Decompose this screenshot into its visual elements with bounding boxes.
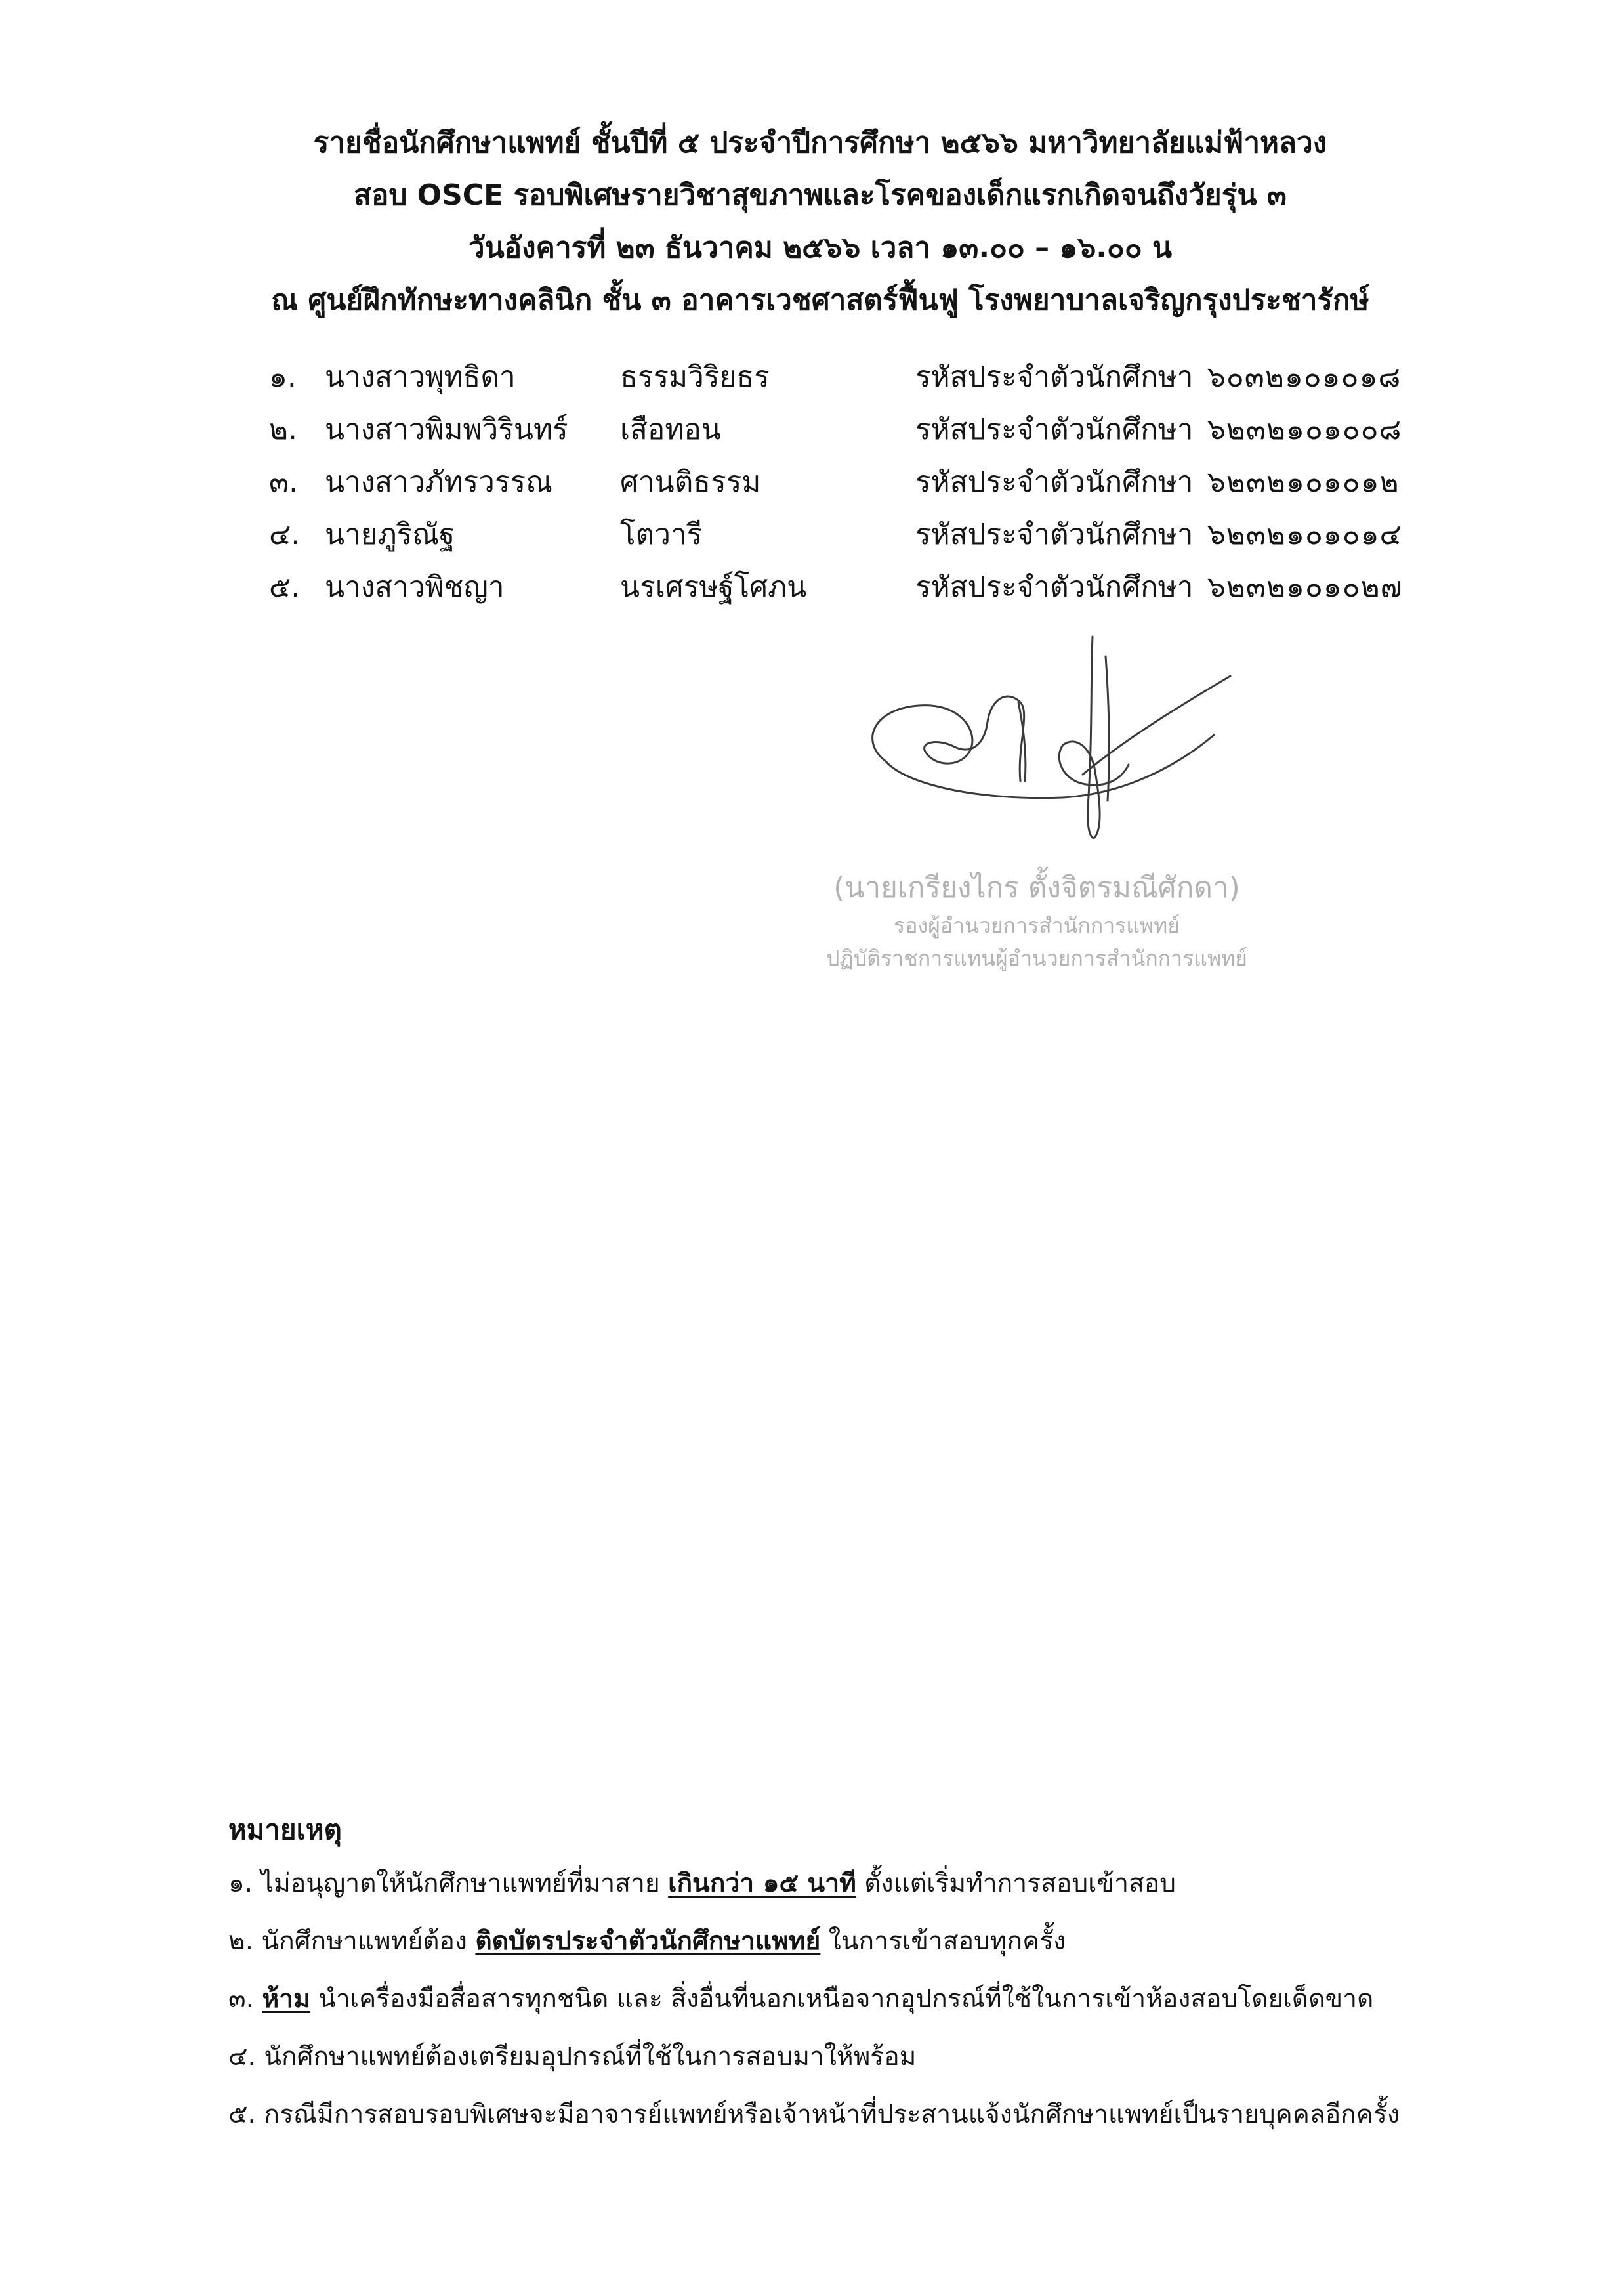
student-id-label: รหัสประจำตัวนักศึกษา	[915, 360, 1194, 394]
header-line-2: สอบ OSCE รอบพิเศษรายวิชาสุขภาพและโรคของเด็กแรกเกิดจนถึงวัยรุ่น ๓	[354, 179, 1287, 212]
student-number: ๓.	[269, 465, 299, 499]
remark-text: นำเครื่องมือสื่อสารทุกชนิด และ สิ่งอื่นที่นอกเหนือจากอุปกรณ์ที่ใช้ในการเข้าห้องสอบโดยเด็ดขาด	[318, 1984, 1374, 2014]
student-last-name: โตวารี	[620, 518, 703, 551]
student-id: ๖๐๓๒๑๐๑๐๑๘	[1207, 360, 1402, 394]
student-first-name: นางสาวพิมพวิรินทร์	[325, 413, 568, 446]
student-id-label: รหัสประจำตัวนักศึกษา	[915, 518, 1194, 551]
header-line-4: ณ ศูนย์ฝึกทักษะทางคลินิก ชั้น ๓ อาคารเวชศาสตร์ฟื้นฟู โรงพยาบาลเจริญกรุงประชารักษ์	[271, 284, 1369, 317]
remark-text: ไม่อนุญาตให้นักศึกษาแพทย์ที่มาสาย	[260, 1869, 660, 1898]
handwritten-signature	[846, 630, 1240, 866]
student-last-name: ธรรมวิริยธร	[620, 360, 770, 394]
student-id-label: รหัสประจำตัวนักศึกษา	[915, 465, 1194, 499]
student-last-name: ศานติธรรม	[620, 465, 761, 499]
remark-item	[228, 1970, 1475, 2028]
student-id: ๖๒๓๒๑๐๑๐๐๘	[1207, 413, 1402, 446]
header-line-3: วันอังคารที่ ๒๓ ธันวาคม ๒๕๖๖ เวลา ๑๓.๐๐ – ๑๖.๐๐ น	[468, 231, 1173, 265]
student-id-label: รหัสประจำตัวนักศึกษา	[915, 570, 1194, 604]
student-list	[269, 351, 1450, 614]
student-row	[269, 456, 1450, 509]
header-line-1: รายชื่อนักศึกษาแพทย์ ชั้นปีที่ ๕ ประจำปีการศึกษา ๒๕๖๖ มหาวิทยาลัยแม่ฟ้าหลวง	[313, 126, 1327, 159]
remark-text: กรณีมีการสอบรอบพิเศษจะมีอาจารย์แพทย์หรือเจ้าหน้าที่ประสานแจ้งนักศึกษาแพทย์เป็นรายบุคคลอีกครั้ง	[264, 2100, 1400, 2129]
remark-text: ในการเข้าสอบทุกครั้ง	[828, 1926, 1066, 1956]
signer-title-1: รองผู้อำนวยการสำนักการแพทย์	[894, 913, 1180, 938]
remark-number: ๔.	[228, 2042, 256, 2071]
remark-emphasis: ห้าม	[262, 1984, 310, 2014]
remark-item	[228, 2028, 1475, 2086]
student-id: ๖๒๓๒๑๐๑๐๑๒	[1207, 465, 1400, 499]
student-row	[269, 404, 1450, 456]
remark-number: ๕.	[228, 2100, 256, 2129]
signer-title-2: ปฏิบัติราชการแทนผู้อำนวยการสำนักการแพทย์	[826, 946, 1247, 971]
student-number: ๔.	[269, 518, 301, 551]
student-first-name: นางสาวพุทธิดา	[325, 360, 516, 394]
remark-number: ๑.	[228, 1869, 253, 1898]
student-last-name: เสือทอน	[620, 413, 721, 446]
signer-name: (นายเกรียงไกร ตั้งจิตรมณีศักดา)	[833, 871, 1240, 904]
remark-emphasis: เกินกว่า ๑๕ นาที	[668, 1869, 856, 1898]
remarks-title: หมายเหตุ	[228, 1814, 342, 1846]
remark-text: นักศึกษาแพทย์ต้องเตรียมอุปกรณ์ที่ใช้ในการสอบมาให้พร้อม	[264, 2042, 917, 2071]
remark-item	[228, 2086, 1475, 2144]
remark-item	[228, 1855, 1475, 1913]
student-id: ๖๒๓๒๑๐๑๐๑๔	[1207, 518, 1402, 551]
remark-item	[228, 1913, 1475, 1970]
student-row	[269, 561, 1450, 614]
student-first-name: นางสาวพิชญา	[325, 570, 505, 604]
student-row	[269, 351, 1450, 404]
student-number: ๕.	[269, 570, 301, 604]
remark-text: ตั้งแต่เริ่มทำการสอบเข้าสอบ	[864, 1869, 1176, 1898]
student-number: ๒.	[269, 413, 297, 446]
student-row	[269, 509, 1450, 561]
student-last-name: นรเศรษฐ์โศภน	[620, 570, 807, 604]
remark-number: ๓.	[228, 1984, 255, 2014]
student-first-name: นายภูริณัฐ	[325, 518, 455, 551]
remark-text: นักศึกษาแพทย์ต้อง	[261, 1926, 467, 1956]
document-header	[197, 117, 1444, 327]
student-id: ๖๒๓๒๑๐๑๐๒๗	[1207, 570, 1403, 604]
remark-emphasis: ติดบัตรประจำตัวนักศึกษาแพทย์	[475, 1926, 821, 1956]
student-id-label: รหัสประจำตัวนักศึกษา	[915, 413, 1194, 446]
remark-number: ๒.	[228, 1926, 254, 1956]
student-number: ๑.	[269, 360, 297, 394]
student-first-name: นางสาวภัทรวรรณ	[325, 465, 552, 499]
remarks-section	[228, 1805, 1475, 2144]
